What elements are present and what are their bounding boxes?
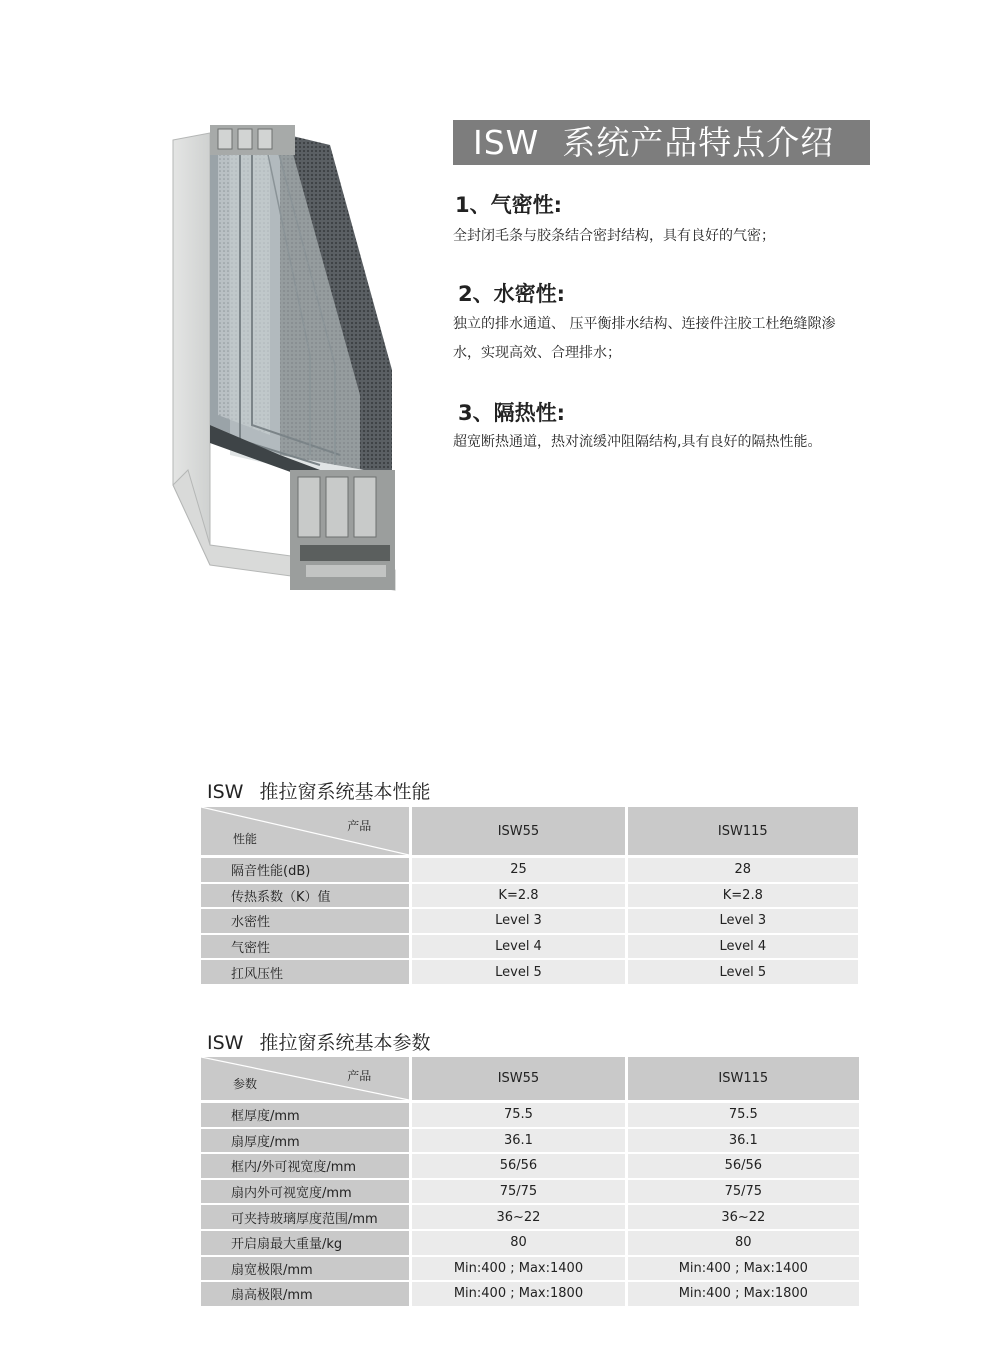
cell-value: 75.5: [411, 1102, 626, 1128]
cell-value: 25: [411, 857, 626, 883]
table-row: [201, 1230, 859, 1256]
row-label: 水密性: [201, 908, 411, 934]
cell-value: 36~22: [411, 1204, 626, 1230]
row-label: 传热系数（K）值: [201, 883, 411, 909]
cell-value: 36.1: [411, 1128, 626, 1154]
cell-value: Level 3: [626, 908, 858, 934]
row-label: 扇厚度/mm: [201, 1128, 411, 1154]
table-row: [201, 1281, 859, 1307]
parameter-table-header: [201, 1057, 859, 1102]
title-brand: ISW: [473, 123, 540, 162]
table-row: [201, 1102, 859, 1128]
performance-table-title-text: 推拉窗系统基本性能: [259, 781, 431, 803]
performance-table-brand: ISW: [207, 781, 244, 803]
cell-value: Level 5: [411, 959, 626, 985]
feature-text-insulation: 超宽断热通道，热对流缓冲阻隔结构,具有良好的隔热性能。: [453, 434, 822, 450]
table-row: [201, 908, 858, 934]
cell-value: 75.5: [626, 1102, 859, 1128]
cell-value: 56/56: [626, 1153, 859, 1179]
column-header: ISW115: [626, 807, 858, 857]
feature-heading-watertightness: 2、水密性:: [458, 282, 566, 306]
performance-table-title: [207, 777, 430, 804]
performance-table-header: [201, 807, 858, 857]
row-label: 开启扇最大重量/kg: [201, 1230, 411, 1256]
table-row: [201, 1204, 859, 1230]
performance-table-corner: [201, 807, 411, 857]
cell-value: K=2.8: [626, 883, 858, 909]
cell-value: 36.1: [626, 1128, 859, 1154]
feature-heading-insulation: 3、隔热性:: [458, 401, 566, 425]
feature-text-airtightness: 全封闭毛条与胶条结合密封结构，具有良好的气密；: [453, 228, 775, 244]
parameter-table-title-text: 推拉窗系统基本参数: [259, 1032, 431, 1054]
column-header: ISW55: [411, 1057, 626, 1102]
table-row: [201, 934, 858, 960]
cell-value: Level 4: [626, 934, 858, 960]
corner-bottom-label: 参数: [233, 1077, 258, 1091]
feature-title-bar: [453, 120, 870, 165]
parameter-table-brand: ISW: [207, 1032, 244, 1054]
table-row: [201, 1128, 859, 1154]
column-header: ISW115: [626, 1057, 859, 1102]
cell-value: 56/56: [411, 1153, 626, 1179]
table-row: [201, 1256, 859, 1282]
cell-value: 80: [411, 1230, 626, 1256]
cell-value: Level 4: [411, 934, 626, 960]
table-row: [201, 1153, 859, 1179]
corner-top-label: 产品: [347, 1069, 372, 1083]
cell-value: 28: [626, 857, 858, 883]
cell-value: Level 5: [626, 959, 858, 985]
cell-value: K=2.8: [411, 883, 626, 909]
cell-value: Min:400 ; Max:1400: [626, 1256, 859, 1282]
cell-value: Min:400 ; Max:1400: [411, 1256, 626, 1282]
table-row: [201, 883, 858, 909]
row-label: 扇宽极限/mm: [201, 1256, 411, 1282]
row-label: 框内/外可视宽度/mm: [201, 1153, 411, 1179]
row-label: 扛风压性: [201, 959, 411, 985]
cell-value: 75/75: [626, 1179, 859, 1205]
parameter-table-title: [207, 1028, 430, 1055]
table-row: [201, 959, 858, 985]
row-label: 框厚度/mm: [201, 1102, 411, 1128]
cell-value: Level 3: [411, 908, 626, 934]
row-label: 扇高极限/mm: [201, 1281, 411, 1307]
cell-value: Min:400 ; Max:1800: [626, 1281, 859, 1307]
table-row: [201, 857, 858, 883]
cell-value: 80: [626, 1230, 859, 1256]
table-row: [201, 1179, 859, 1205]
row-label: 可夹持玻璃厚度范围/mm: [201, 1204, 411, 1230]
parameter-table: [201, 1057, 859, 1308]
row-label: 气密性: [201, 934, 411, 960]
corner-bottom-label: 性能: [233, 832, 258, 846]
cell-value: 36~22: [626, 1204, 859, 1230]
row-label: 隔音性能(dB): [201, 857, 411, 883]
corner-top-label: 产品: [347, 819, 372, 833]
cell-value: 75/75: [411, 1179, 626, 1205]
window-profile-image: [170, 125, 410, 595]
column-header: ISW55: [411, 807, 626, 857]
performance-table: [201, 807, 858, 986]
feature-heading-airtightness: 1、气密性:: [455, 193, 563, 217]
cell-value: Min:400 ; Max:1800: [411, 1281, 626, 1307]
row-label: 扇内外可视宽度/mm: [201, 1179, 411, 1205]
feature-text-watertightness: 独立的排水通道、 压平衡排水结构、连接件注胶工杜绝缝隙渗水，实现高效、合理排水；: [453, 316, 836, 361]
title-text: 系统产品特点介绍: [562, 123, 835, 162]
parameter-table-corner: [201, 1057, 411, 1102]
